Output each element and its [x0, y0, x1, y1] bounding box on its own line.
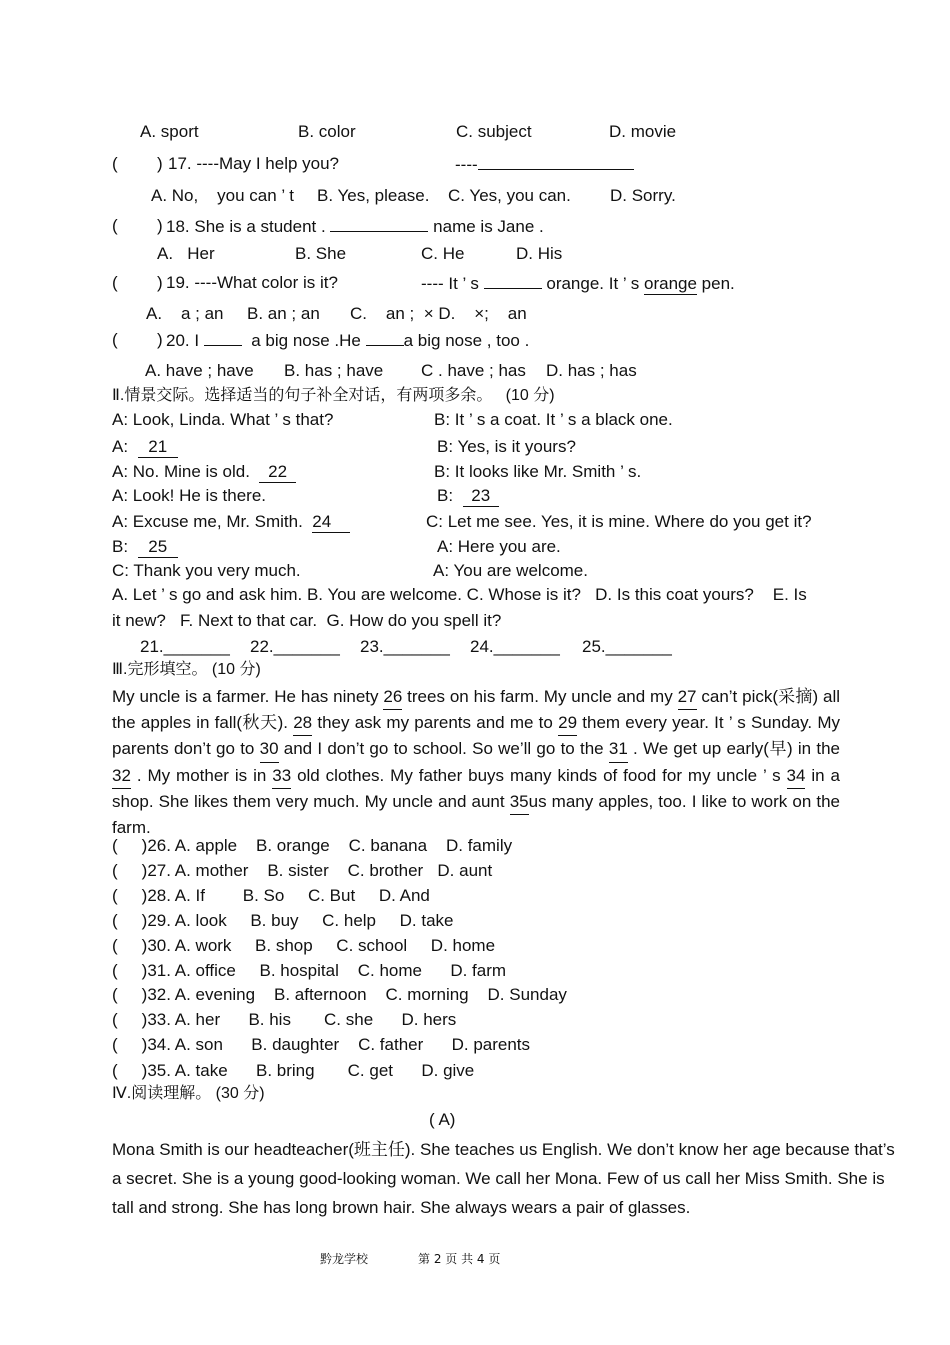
- q27-paren: (: [112, 861, 118, 880]
- dialog-row-6-right: A: Here you are.: [437, 537, 561, 556]
- cloze-text-10: in a shop. She likes them very much. My uncle and aunt: [112, 765, 840, 811]
- q19-blank-1[interactable]: [484, 273, 542, 289]
- q19-stem-orange: orange: [644, 274, 697, 293]
- q18-paren-open[interactable]: (: [112, 216, 118, 235]
- q27-text: )27. A. mother B. sister C. brother D. aunt: [141, 861, 493, 880]
- blank-24[interactable]: 24: [312, 512, 351, 531]
- section2-options-line-2: it new? F. Next to that car. G. How do you spell it?: [112, 611, 502, 630]
- q35-paren: (: [112, 1061, 118, 1080]
- cloze-text-2: trees on his farm. My uncle and my: [402, 687, 678, 706]
- cloze-blank-33[interactable]: 33: [272, 763, 291, 789]
- q17-reply: [455, 154, 634, 175]
- section2-options-line-1: A. Let ’ s go and ask him. B. You are welcome. C. Whose is it? D. Is this coat yours? E. Is: [112, 585, 807, 604]
- q32-paren: (: [112, 985, 118, 1004]
- cloze-text-1: My uncle is a farmer. He has ninety: [112, 687, 384, 706]
- cloze-q31[interactable]: [112, 961, 506, 981]
- q19-stem-reply: [421, 273, 735, 295]
- blank-23[interactable]: 23: [463, 486, 499, 507]
- q18-paren-close: ): [157, 216, 163, 235]
- q34-paren: (: [112, 1035, 118, 1054]
- q19-stem-e: pen.: [696, 274, 735, 293]
- cloze-text-11: us many apples, too. I like to work on the farm.: [112, 791, 840, 838]
- cloze-text-4: they ask my parents and me to: [312, 713, 559, 733]
- dialog-row-3-prefix: A: No. Mine is old.: [112, 462, 260, 481]
- cloze-blank-30[interactable]: 30: [260, 736, 279, 762]
- q20-stem-c: a big nose , too .: [403, 331, 530, 350]
- q17-option-a: A. No, you can ’ t: [151, 186, 294, 205]
- q16-option-d: D. movie: [609, 122, 677, 141]
- q19-paren-open[interactable]: (: [112, 273, 118, 292]
- q20-option-a: A. have ; have: [145, 361, 254, 380]
- dialog-row-6-prefix: B:: [112, 537, 138, 556]
- q18-option-d: D. His: [516, 244, 563, 263]
- q17-option-b: B. Yes, please.: [317, 186, 430, 205]
- q34-text: )34. A. son B. daughter C. father D. parents: [141, 1035, 531, 1054]
- q29-paren: (: [112, 911, 118, 930]
- section3-heading: Ⅲ.完形填空。 (10 分): [112, 661, 261, 678]
- q26-paren: (: [112, 836, 118, 855]
- q33-text: )33. A. her B. his C. she D. hers: [141, 1010, 457, 1029]
- q19-option-c: C. an ; × D. ×; an: [350, 304, 527, 323]
- q17-stem: 17. ----May I help you?: [168, 154, 340, 173]
- q17-option-d: D. Sorry.: [610, 186, 676, 205]
- q17-paren-close: ): [157, 154, 163, 173]
- cloze-blank-27[interactable]: 27: [678, 684, 697, 710]
- q18-option-a: A. Her: [157, 244, 215, 263]
- q35-text: )35. A. take B. bring C. get D. give: [141, 1061, 475, 1080]
- dialog-row-1-right: B: It ’ s a coat. It ’ s a black one.: [434, 410, 673, 429]
- footer-page-number: 第 2 页 共 4 页: [418, 1252, 501, 1266]
- q17-reply-dash: ----: [455, 155, 478, 174]
- dialog-row-7-right: A: You are welcome.: [433, 561, 588, 580]
- q18-stem-b: name is Jane .: [428, 217, 544, 236]
- dialog-row-6-left: [112, 537, 178, 558]
- cloze-blank-29[interactable]: 29: [558, 710, 577, 736]
- blank-25[interactable]: 25: [138, 537, 178, 558]
- dialog-row-2-right: B: Yes, is it yours?: [437, 437, 576, 456]
- q18-stem-a: 18. She is a student .: [166, 217, 331, 236]
- cloze-blank-28[interactable]: 28: [293, 710, 312, 736]
- q26-text: )26. A. apple B. orange C. banana D. family: [141, 836, 513, 855]
- dialog-row-4-left: A: Look! He is there.: [112, 486, 267, 505]
- q20-stem-b: a big nose .He: [241, 331, 366, 350]
- q16-option-a: A. sport: [140, 122, 199, 141]
- cloze-text-7: . We get up early(早) in the: [627, 739, 840, 759]
- q20-paren-open[interactable]: (: [112, 330, 118, 349]
- dialog-row-7-left: C: Thank you very much.: [112, 561, 301, 580]
- section2-heading: Ⅱ.情景交际。选择适当的句子补全对话，有两项多余。 (10 分): [112, 387, 555, 404]
- dialog-row-4-right: [437, 486, 499, 507]
- reading-part-label: ( A): [429, 1110, 456, 1129]
- reading-paragraph: Mona Smith is our headteacher(班主任). She teaches us English. We don’t know her age because that’s a secret. She is a young good-looking woman. We call her Mona. Few of us call her Miss Smith. She is tall and strong. She has long brown hair. She always wears a pair of glasses.: [112, 1140, 895, 1217]
- cloze-text-9: old clothes. My father buys many kinds of food for my uncle ’ s: [291, 765, 787, 785]
- cloze-q35[interactable]: [112, 1061, 474, 1081]
- blank-21[interactable]: 21: [138, 437, 178, 458]
- q20-blank-1[interactable]: [204, 330, 242, 346]
- cloze-q32[interactable]: [112, 985, 567, 1005]
- cloze-blank-35[interactable]: 35: [510, 789, 529, 815]
- q18-option-c: C. He: [421, 244, 465, 263]
- blank-22[interactable]: 22: [259, 462, 295, 483]
- q16-option-c: C. subject: [456, 122, 532, 141]
- q19-stem-c: orange. It ’ s: [541, 274, 645, 293]
- cloze-blank-34[interactable]: 34: [787, 763, 806, 789]
- q28-text: )28. A. If B. So C. But D. And: [141, 886, 430, 905]
- cloze-text-3: can’t pick(采摘) all the apples in fall(秋天).: [112, 687, 840, 733]
- q20-option-d: D. has ; has: [546, 361, 637, 380]
- cloze-q27[interactable]: [112, 861, 492, 881]
- dialog-row-5-right: C: Let me see. Yes, it is mine. Where do you get it?: [426, 512, 812, 531]
- q17-paren-open[interactable]: (: [112, 154, 118, 173]
- answer-24[interactable]: 24._______: [470, 637, 560, 656]
- cloze-q28[interactable]: [112, 886, 430, 906]
- q19-option-b: B. an ; an: [247, 304, 320, 323]
- q19-paren-close: ): [157, 273, 163, 292]
- q28-paren: (: [112, 886, 118, 905]
- q30-paren: (: [112, 936, 118, 955]
- q18-option-b: B. She: [295, 244, 347, 263]
- dialog-row-2-prefix: A:: [112, 437, 138, 456]
- q32-text: )32. A. evening B. afternoon C. morning D. Sunday: [141, 985, 567, 1004]
- cloze-text-6: and I don’t go to school. So we’ll go to the: [278, 739, 609, 759]
- cloze-blank-32[interactable]: 32: [112, 763, 131, 789]
- dialog-row-3-right: B: It looks like Mr. Smith ’ s.: [434, 462, 642, 481]
- cloze-text-8: . My mother is in: [130, 765, 273, 785]
- dialog-row-4-prefix: B:: [437, 486, 463, 505]
- cloze-q26[interactable]: [112, 836, 512, 856]
- cloze-q33[interactable]: [112, 1010, 456, 1030]
- cloze-q30[interactable]: [112, 936, 495, 956]
- q31-paren: (: [112, 961, 118, 980]
- q30-text: )30. A. work B. shop C. school D. home: [141, 936, 496, 955]
- q33-paren: (: [112, 1010, 118, 1029]
- q19-stem-b: ---- It ’ s: [421, 274, 484, 293]
- dialog-row-1-left: A: Look, Linda. What ’ s that?: [112, 410, 334, 429]
- q20-stem: [166, 330, 529, 351]
- q18-blank[interactable]: [330, 216, 428, 232]
- q29-text: )29. A. look B. buy C. help D. take: [141, 911, 454, 930]
- q31-text: )31. A. office B. hospital C. home D. farm: [141, 961, 507, 980]
- q20-paren-close: ): [157, 330, 163, 349]
- q19-option-a: A. a ; an: [146, 304, 224, 323]
- cloze-blank-26[interactable]: 26: [383, 684, 402, 710]
- q19-stem-question: 19. ----What color is it?: [166, 273, 338, 292]
- cloze-passage: [112, 684, 840, 840]
- footer-school: 黔龙学校: [320, 1252, 369, 1266]
- answer-25[interactable]: 25._______: [582, 637, 672, 656]
- dialog-row-3-left: [112, 462, 296, 483]
- cloze-blank-31[interactable]: 31: [609, 736, 628, 762]
- answer-22[interactable]: 22._______: [250, 637, 340, 656]
- cloze-text-5: them every year. It ’ s Sunday. My parents don’t go to: [112, 713, 840, 759]
- cloze-q34[interactable]: [112, 1035, 530, 1055]
- cloze-q29[interactable]: [112, 911, 453, 931]
- q17-answer-blank[interactable]: [478, 154, 634, 170]
- dialog-row-5-left: [112, 512, 350, 533]
- q20-option-c: C . have ; has: [421, 361, 526, 380]
- q20-blank-2[interactable]: [366, 330, 404, 346]
- dialog-row-2-left: [112, 437, 178, 458]
- answer-23[interactable]: 23._______: [360, 637, 450, 656]
- section4-heading: Ⅳ.阅读理解。 (30 分): [112, 1085, 265, 1102]
- q20-stem-a: 20. I: [166, 331, 204, 350]
- q20-option-b: B. has ; have: [284, 361, 384, 380]
- q16-option-b: B. color: [298, 122, 356, 141]
- q17-option-c: C. Yes, you can.: [448, 186, 571, 205]
- dialog-row-5-prefix: A: Excuse me, Mr. Smith.: [112, 512, 313, 531]
- answer-21[interactable]: 21._______: [140, 637, 230, 656]
- q18-stem: [166, 216, 544, 237]
